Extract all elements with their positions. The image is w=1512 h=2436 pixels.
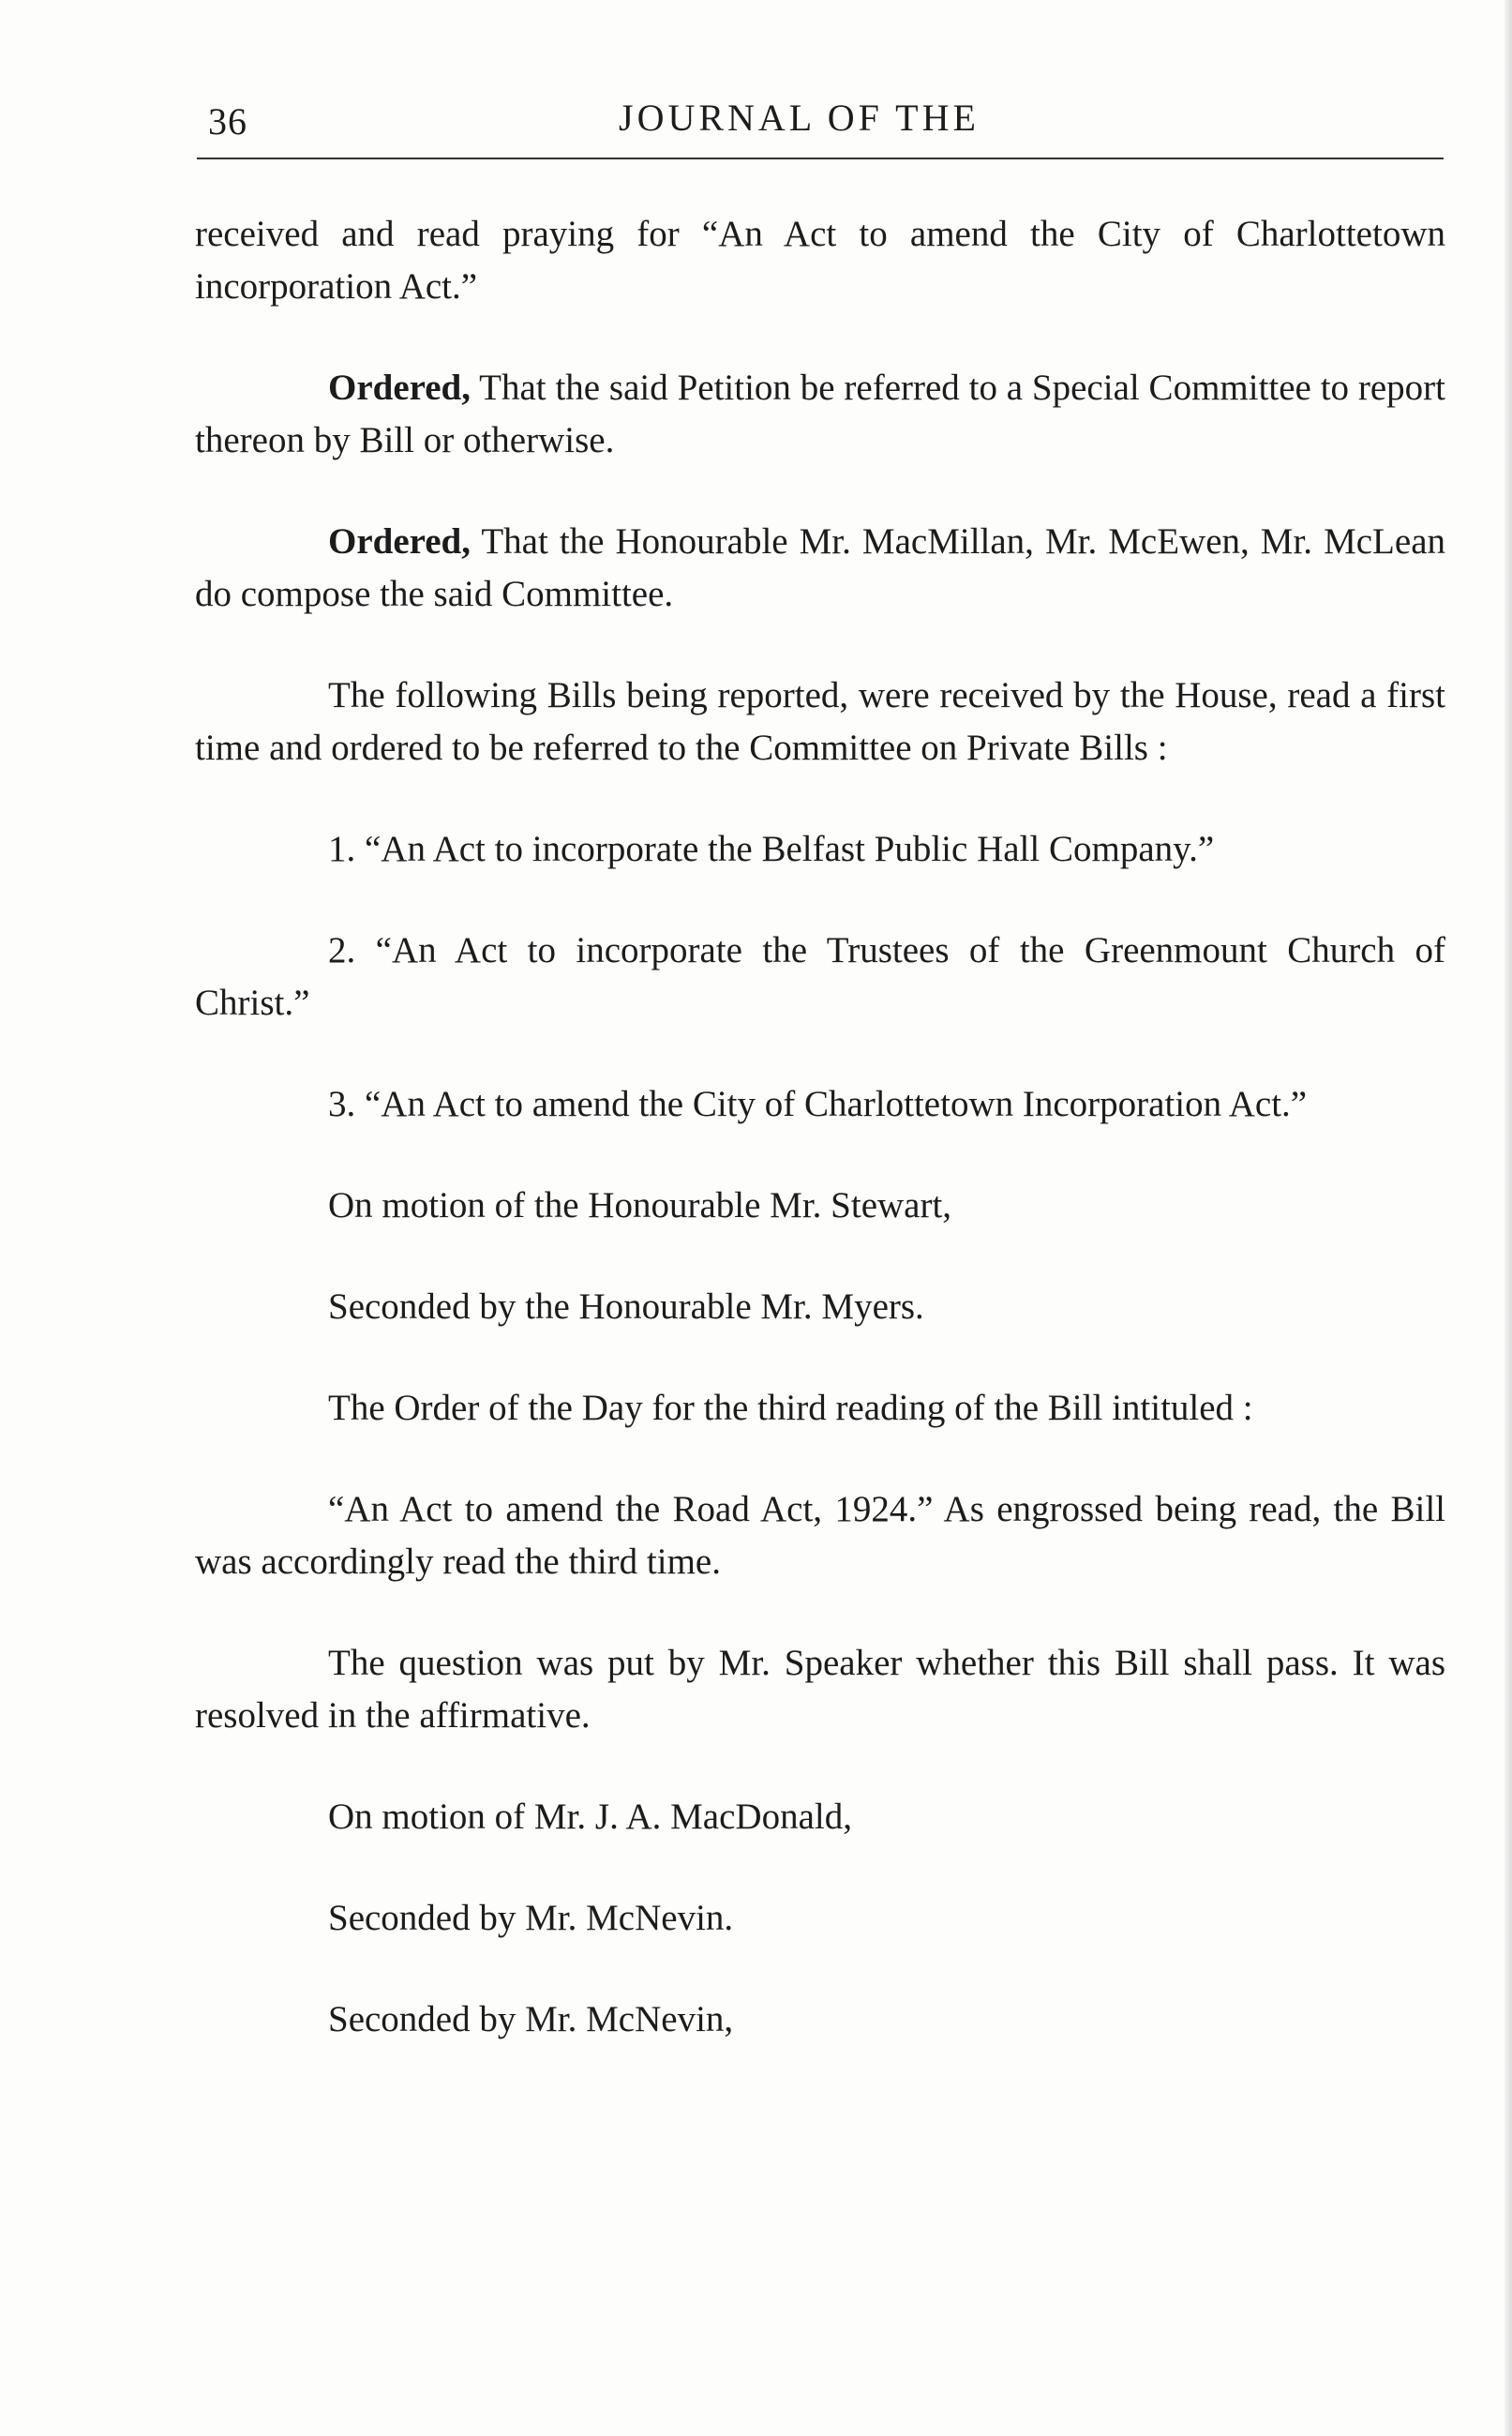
bill-item-2: 2. “An Act to incorporate the Trustees of the Greenmount Church of Christ.” (195, 930, 1445, 1023)
motion-stewart: On motion of the Honourable Mr. Stewart, (328, 1185, 952, 1226)
journal-body (195, 208, 1445, 2095)
paragraph-petition: received and read praying for “An Act to amend the City of Charlottetown incorporation Act.” (195, 214, 1445, 307)
paragraph-order-of-day: The Order of the Day for the third reading of the Bill intituled : (328, 1388, 1253, 1428)
paragraph-bills-reported: The following Bills being reported, were received by the House, read a first time and ordered to be referred to the Committee on Private Bills : (195, 675, 1445, 768)
seconded-mcnevin-2: Seconded by Mr. McNevin, (328, 1999, 734, 2039)
page-number: 36 (208, 100, 247, 143)
paragraph-question-put: The question was put by Mr. Speaker whether this Bill shall pass. It was resolved in the affirmative. (195, 1643, 1445, 1736)
ordered-text: That the said Petition be referred to a Special Committee to report thereon by Bill or otherwise. (195, 368, 1445, 460)
seconded-mcnevin-1: Seconded by Mr. McNevin. (328, 1898, 734, 1938)
paragraph-ordered-special-committee (195, 362, 1445, 467)
paragraph-ordered-compose-committee (195, 516, 1445, 621)
ordered-label: Ordered, (328, 368, 472, 408)
paragraph-road-act: “An Act to amend the Road Act, 1924.” As engrossed being read, the Bill was accordingly read the third time. (195, 1489, 1445, 1582)
page-header (197, 90, 1444, 146)
header-rule (197, 158, 1444, 159)
bill-item-3: 3. “An Act to amend the City of Charlottetown Incorporation Act.” (328, 1084, 1308, 1124)
bill-item-1: 1. “An Act to incorporate the Belfast Public Hall Company.” (328, 829, 1215, 869)
motion-macdonald: On motion of Mr. J. A. MacDonald, (328, 1797, 852, 1837)
ordered-label: Ordered, (328, 521, 472, 562)
ordered-text: That the Honourable Mr. MacMillan, Mr. McEwen, Mr. McLean do compose the said Committee. (195, 521, 1445, 614)
running-head: JOURNAL OF THE (619, 97, 980, 139)
seconded-myers: Seconded by the Honourable Mr. Myers. (328, 1286, 924, 1327)
page-edge-shadow (1505, 0, 1512, 2436)
